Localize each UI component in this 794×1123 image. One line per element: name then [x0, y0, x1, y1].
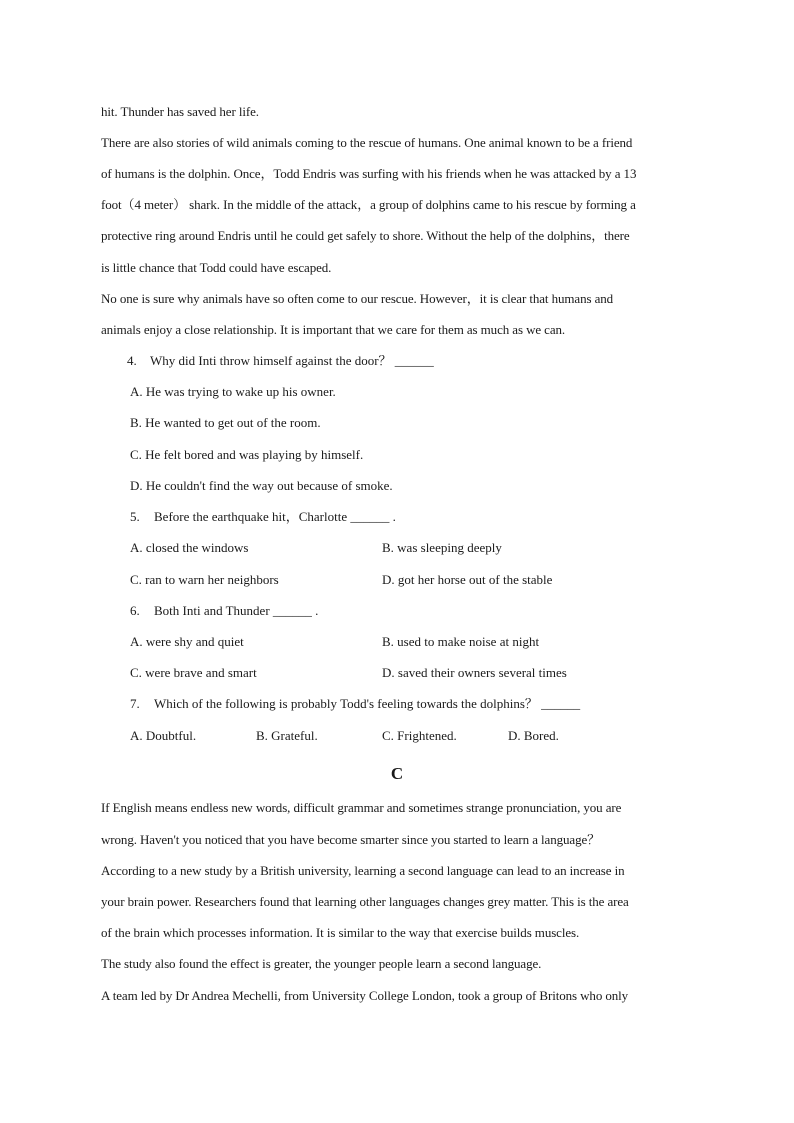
q4-option-b[interactable]: [130, 414, 321, 432]
option-letter: B.: [382, 634, 394, 649]
option-text: Grateful.: [271, 728, 318, 743]
option-letter: D.: [130, 478, 143, 493]
passage-line: No one is sure why animals have so often come to our rescue. However，it is clear that humans and: [101, 291, 614, 306]
option-text: He couldn't find the way out because of smoke.: [145, 478, 393, 493]
option-letter: B.: [256, 728, 268, 743]
q7-option-d[interactable]: [508, 727, 559, 745]
q5-option-c[interactable]: [130, 571, 279, 589]
option-text: were shy and quiet: [145, 634, 244, 649]
option-letter: C.: [130, 572, 142, 587]
q7-option-c[interactable]: [382, 727, 457, 745]
q5-option-d[interactable]: [382, 571, 552, 589]
question-number-5: 5.: [130, 509, 140, 524]
passage-line: your brain power. Researchers found that learning other languages changes grey matter. This is the area: [101, 894, 629, 909]
option-letter: C.: [130, 447, 142, 462]
option-text: He was trying to wake up his owner.: [145, 384, 336, 399]
passage-line: hit. Thunder has saved her life.: [101, 104, 259, 119]
q5-option-b[interactable]: [382, 539, 502, 557]
question-number-4: 4.: [127, 353, 137, 368]
option-letter: A.: [130, 384, 143, 399]
passage-line: A team led by Dr Andrea Mechelli, from University College London, took a group of Britons who only: [101, 988, 629, 1003]
option-text: ran to warn her neighbors: [145, 572, 279, 587]
option-letter: A.: [130, 540, 143, 555]
question-number-7: 7.: [130, 696, 140, 711]
option-text: Bored.: [523, 728, 559, 743]
q7-option-b[interactable]: [256, 727, 318, 745]
option-text: Frightened.: [397, 728, 457, 743]
option-text: used to make noise at night: [397, 634, 540, 649]
option-letter: C.: [382, 728, 394, 743]
question-text-4: Why did Inti throw himself against the door？ ______: [150, 353, 434, 368]
q4-option-c[interactable]: [130, 446, 363, 464]
q4-option-a[interactable]: [130, 383, 336, 401]
passage-line: wrong. Haven't you noticed that you have become smarter since you started to learn a language？: [101, 832, 601, 847]
passage-line: animals enjoy a close relationship. It is important that we care for them as much as we can.: [101, 322, 566, 337]
option-text: got her horse out of the stable: [397, 572, 553, 587]
option-text: He wanted to get out of the room.: [145, 415, 321, 430]
option-letter: B.: [382, 540, 394, 555]
passage-line: foot（4 meter） shark. In the middle of the attack，a group of dolphins came to his rescue by forming a: [101, 197, 636, 212]
option-letter: D.: [382, 665, 395, 680]
option-text: was sleeping deeply: [397, 540, 502, 555]
q6-option-a[interactable]: [130, 633, 244, 651]
option-text: were brave and smart: [145, 665, 257, 680]
passage-line: According to a new study by a British university, learning a second language can lead to an increase in: [101, 863, 625, 878]
option-letter: D.: [382, 572, 395, 587]
passage-line: The study also found the effect is greater, the younger people learn a second language.: [101, 956, 542, 971]
question-text-7: Which of the following is probably Todd's feeling towards the dolphins？ ______: [154, 696, 581, 711]
passage-line: of humans is the dolphin. Once，Todd Endris was surfing with his friends when he was attacked by a 13: [101, 166, 637, 181]
option-letter: A.: [130, 634, 143, 649]
q4-option-d[interactable]: [130, 477, 393, 495]
passage-line: protective ring around Endris until he could get safely to shore. Without the help of the dolphins，there: [101, 228, 630, 243]
option-text: saved their owners several times: [397, 665, 567, 680]
option-text: He felt bored and was playing by himself.: [145, 447, 364, 462]
section-heading: C: [390, 764, 404, 783]
q6-option-d[interactable]: [382, 664, 567, 682]
q5-option-a[interactable]: [130, 539, 248, 557]
option-letter: A.: [130, 728, 143, 743]
q6-option-c[interactable]: [130, 664, 257, 682]
option-letter: C.: [130, 665, 142, 680]
option-letter: B.: [130, 415, 142, 430]
q6-option-b[interactable]: [382, 633, 539, 651]
option-text: closed the windows: [145, 540, 249, 555]
passage-line: There are also stories of wild animals coming to the rescue of humans. One animal known to be a friend: [101, 135, 633, 150]
q7-option-a[interactable]: [130, 727, 196, 745]
question-number-6: 6.: [130, 603, 140, 618]
option-text: Doubtful.: [145, 728, 197, 743]
question-text-5: Before the earthquake hit，Charlotte ______ .: [154, 509, 396, 524]
passage-line: is little chance that Todd could have escaped.: [101, 260, 332, 275]
passage-line: If English means endless new words, difficult grammar and sometimes strange pronunciation, you are: [101, 800, 622, 815]
question-text-6: Both Inti and Thunder ______ .: [154, 603, 319, 618]
passage-line: of the brain which processes information. It is similar to the way that exercise builds muscles.: [101, 925, 580, 940]
option-letter: D.: [508, 728, 521, 743]
